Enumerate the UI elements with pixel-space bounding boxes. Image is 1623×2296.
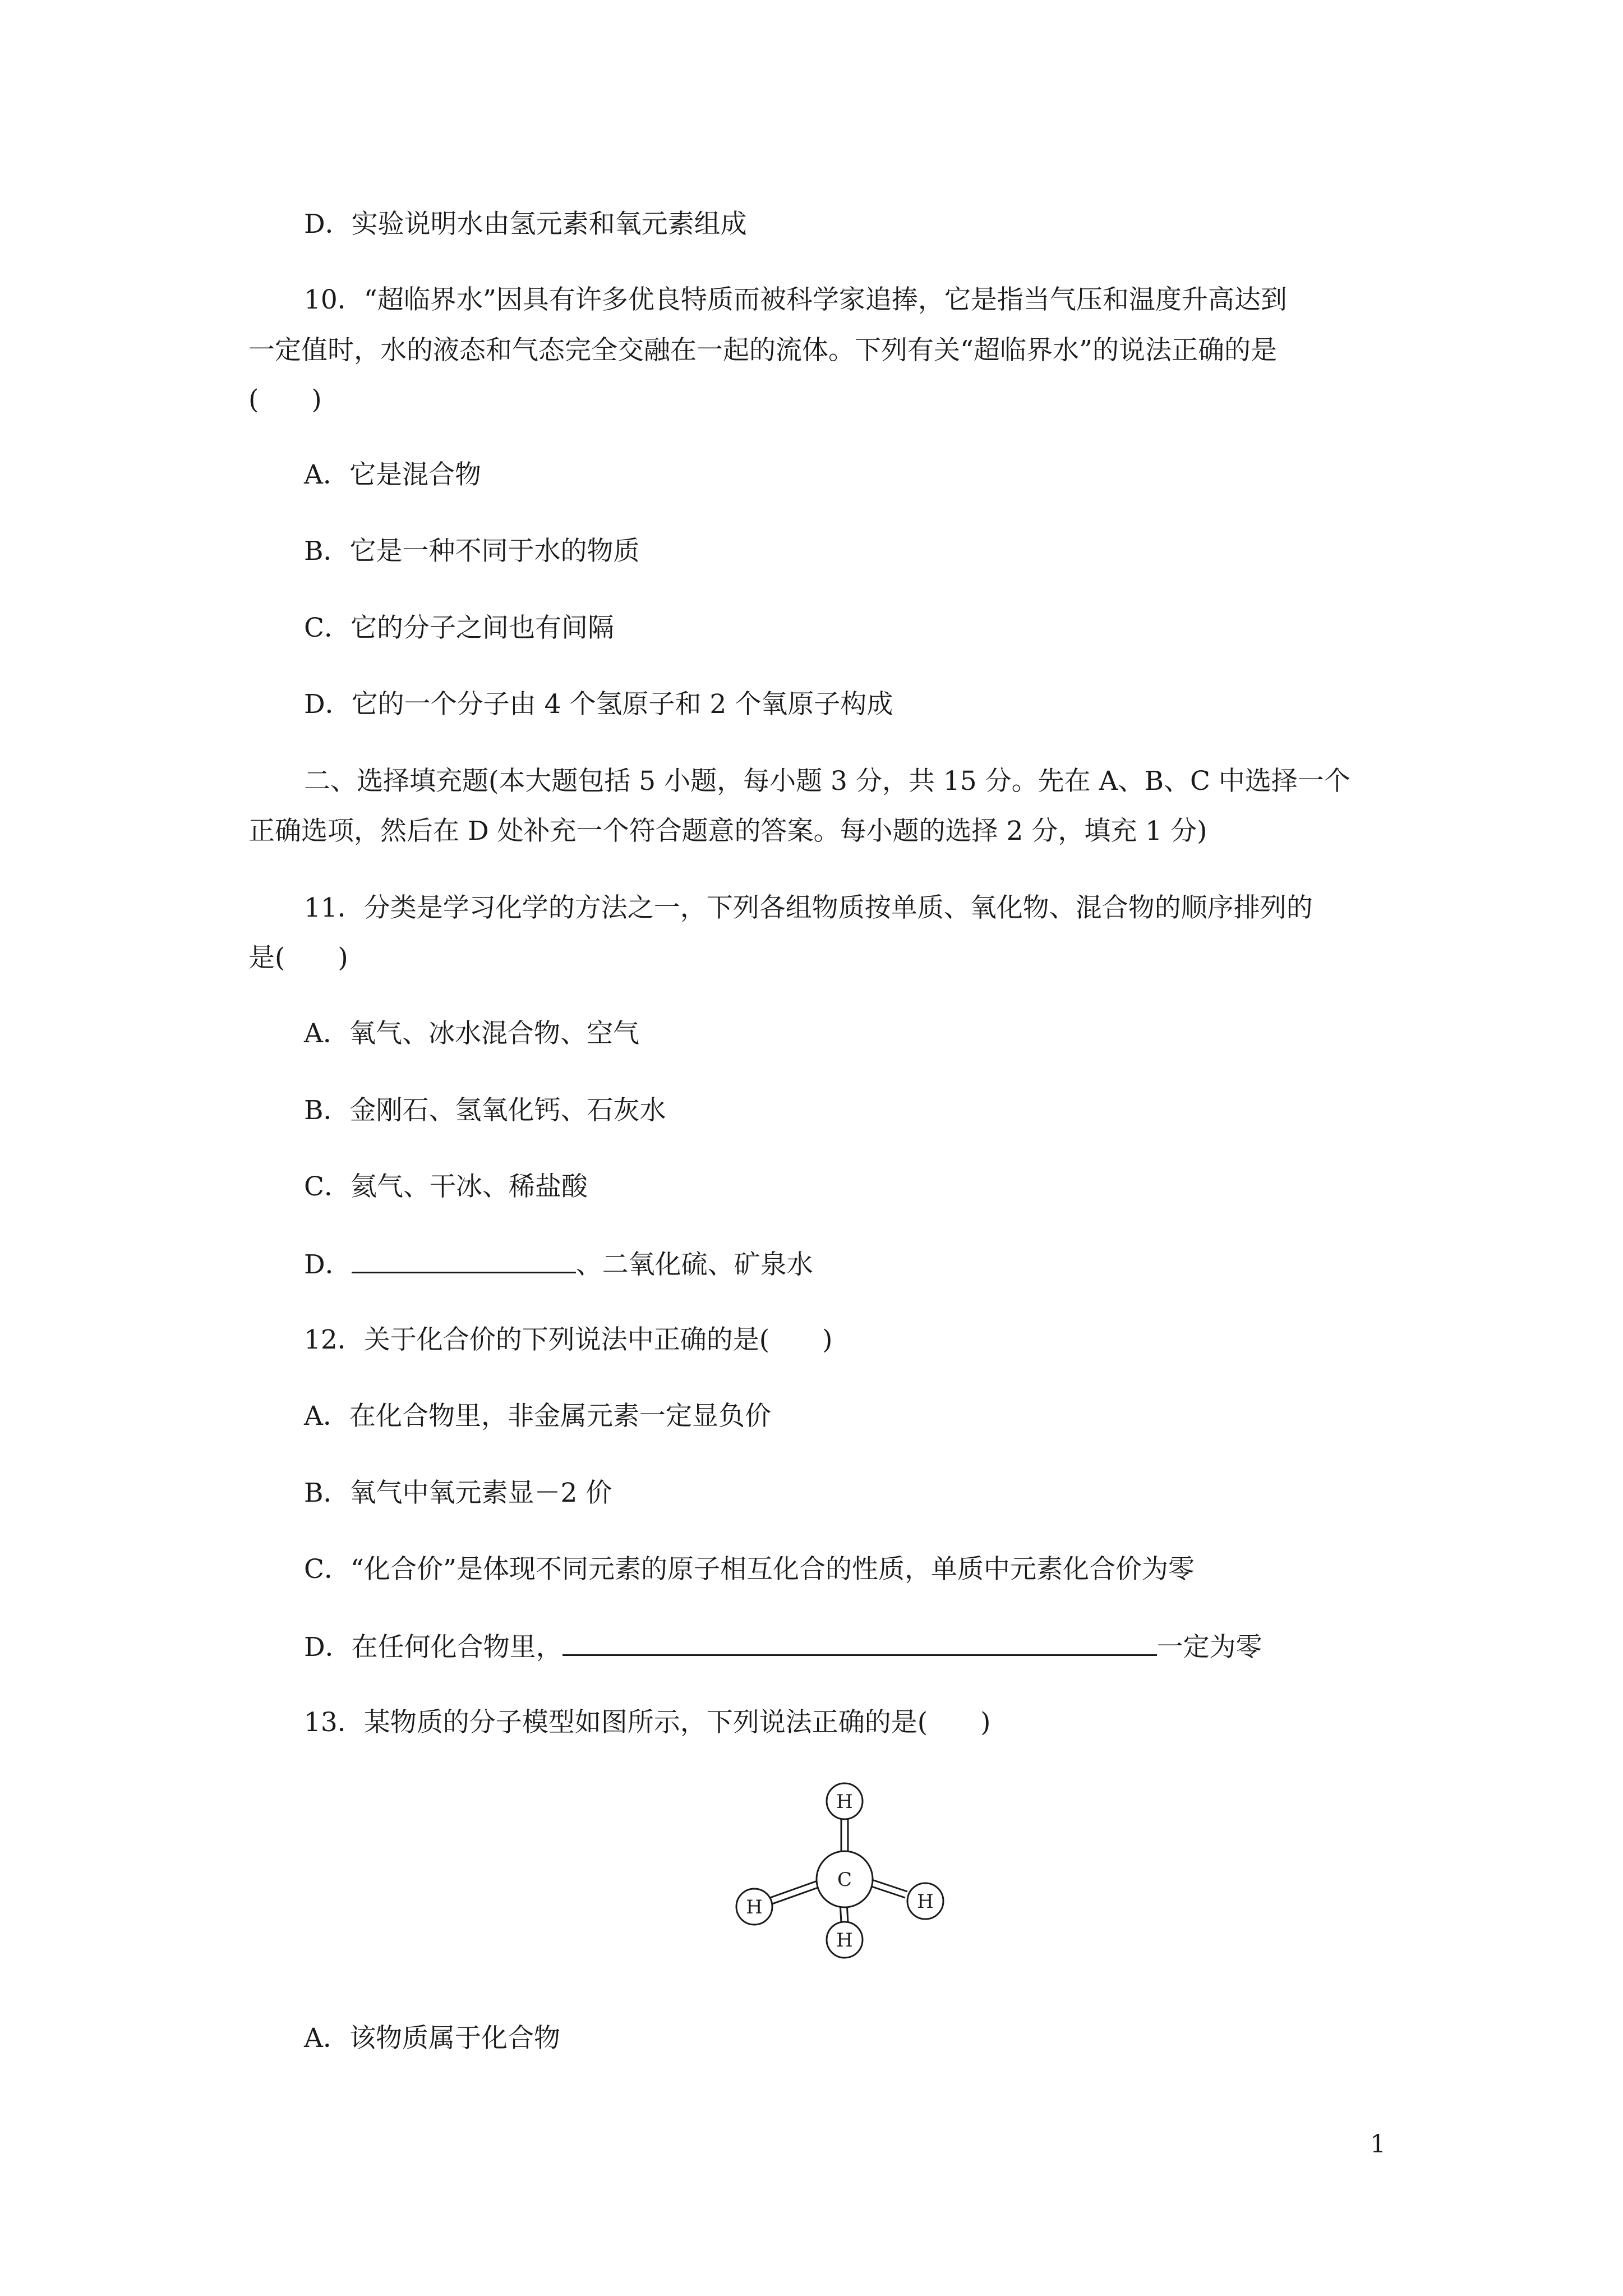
section-2-line-2: 正确选项，然后在 D 处补充一个符合题意的答案。每小题的选择 2 分，填充 1 分) (248, 816, 1207, 846)
molecule-model-diagram (729, 1775, 965, 1977)
q11-option-d (304, 1247, 813, 1282)
hydrogen-atom-top-label: H (836, 1791, 853, 1813)
q12-option-d (304, 1630, 1262, 1664)
hydrogen-atom-bottom-label: H (836, 1929, 853, 1952)
q12-option-b: B．氧气中氧元素显－2 价 (304, 1478, 612, 1508)
q10-option-d: D．它的一个分子由 4 个氢原子和 2 个氧原子构成 (304, 689, 893, 720)
q9-option-d: D．实验说明水由氢元素和氧元素组成 (304, 209, 747, 240)
q12-option-d-prefix: D．在任何化合物里， (304, 1632, 562, 1663)
q11-option-a: A．氧气、冰水混合物、空气 (304, 1018, 639, 1049)
q10-option-a: A．它是混合物 (304, 459, 481, 490)
page-number: 1 (1370, 2130, 1386, 2159)
carbon-atom-label: C (837, 1869, 852, 1891)
q10-line-2: 一定值时，水的液态和气态完全交融在一起的流体。下列有关“超临界水”的说法正确的是 (248, 335, 1278, 366)
q10-option-b: B．它是一种不同于水的物质 (304, 536, 640, 567)
q10-option-c: C．它的分子之间也有间隔 (304, 613, 614, 643)
hydrogen-atom-right-label: H (917, 1890, 934, 1913)
q11-option-d-prefix: D． (304, 1249, 352, 1280)
q11-option-c: C．氦气、干冰、稀盐酸 (304, 1171, 588, 1202)
q11-option-d-suffix: 、二氧化硫、矿泉水 (575, 1249, 813, 1280)
q11-answer-blank[interactable] (352, 1247, 576, 1273)
hydrogen-atom-left-label: H (746, 1896, 763, 1918)
q11-line-2: 是( ) (248, 942, 348, 973)
q13-option-a: A．该物质属于化合物 (304, 2023, 560, 2054)
q11-line-1: 11．分类是学习化学的方法之一，下列各组物质按单质、氧化物、混合物的顺序排列的 (304, 892, 1313, 923)
q12-option-d-suffix: 一定为零 (1156, 1632, 1262, 1663)
section-2-line-1: 二、选择填充题(本大题包括 5 小题，每小题 3 分，共 15 分。先在 A、B、C 中选择一个 (304, 766, 1350, 797)
q12-answer-blank[interactable] (562, 1630, 1157, 1656)
q10-line-3: ( ) (248, 384, 322, 415)
q11-option-b: B．金刚石、氢氧化钙、石灰水 (304, 1095, 666, 1126)
q13-stem: 13．某物质的分子模型如图所示，下列说法正确的是( ) (304, 1707, 991, 1738)
q12-option-a: A．在化合物里，非金属元素一定显负价 (304, 1401, 771, 1432)
q12-option-c: C．“化合价”是体现不同元素的原子相互化合的性质，单质中元素化合价为零 (304, 1554, 1195, 1585)
q10-line-1: 10．“超临界水”因具有许多优良特质而被科学家追捧，它是指当气压和温度升高达到 (304, 284, 1287, 315)
q12-stem: 12．关于化合价的下列说法中正确的是( ) (304, 1324, 833, 1355)
